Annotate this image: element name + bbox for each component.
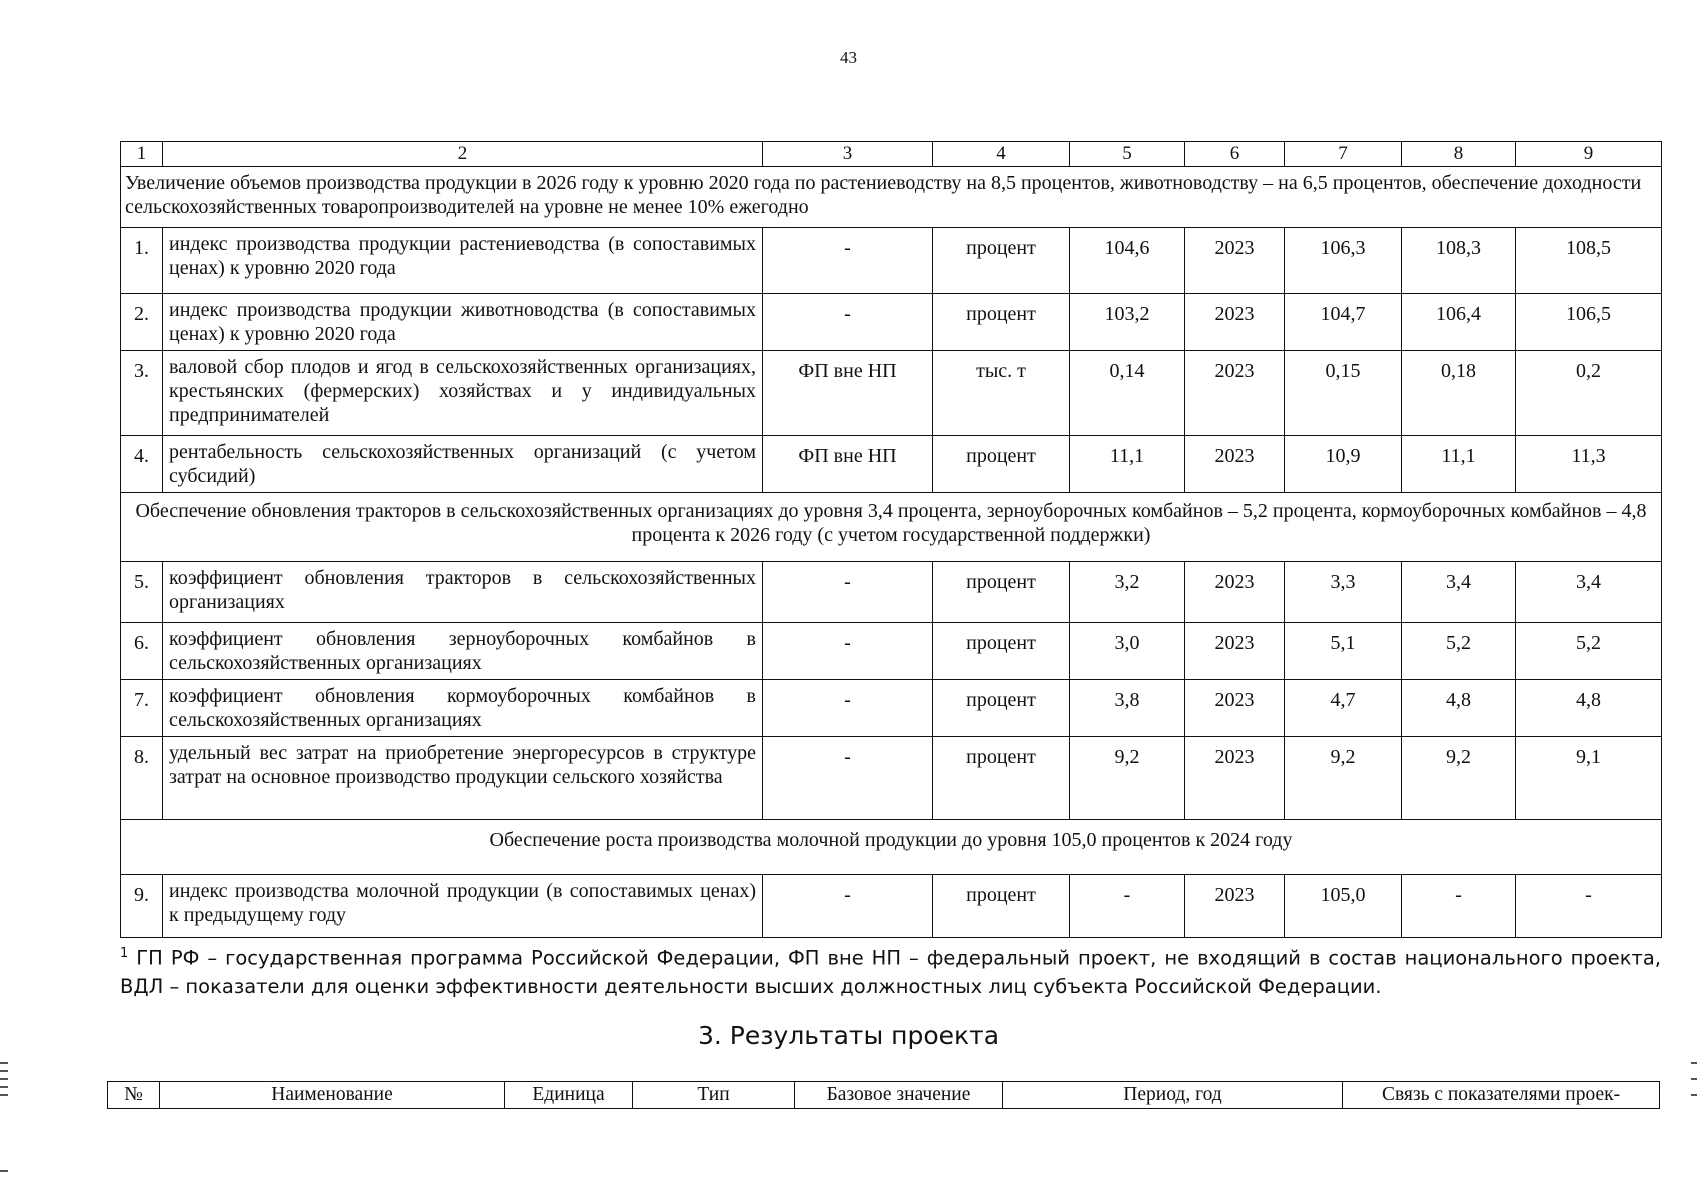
value-cell: 4,8 bbox=[1402, 680, 1516, 737]
value-cell: 3,4 bbox=[1402, 562, 1516, 623]
base-year-cell: 2023 bbox=[1185, 351, 1285, 436]
base-value-cell: 104,6 bbox=[1070, 228, 1185, 294]
value-cell: 5,2 bbox=[1516, 623, 1662, 680]
section-row bbox=[121, 820, 1662, 875]
value-cell: 5,1 bbox=[1285, 623, 1402, 680]
scan-mark bbox=[1691, 1062, 1697, 1064]
footnote-text: ГП РФ – государственная программа Российской Федерации, ФП вне НП – федеральный проект, не входящий в состав национального проекта, ВДЛ – показатели для оценки эффективности деятельности высших должностных лиц субъекта Российской Федерации. bbox=[120, 946, 1662, 998]
header-cell: 8 bbox=[1402, 142, 1516, 167]
header-cell: 6 bbox=[1185, 142, 1285, 167]
base-year-cell: 2023 bbox=[1185, 294, 1285, 351]
row-number: 4. bbox=[121, 436, 163, 493]
header-cell: 5 bbox=[1070, 142, 1185, 167]
section-title-2: Обеспечение обновления тракторов в сельскохозяйственных организациях до уровня 3,4 процента, зерноуборочных комбайнов – 5,2 процента, кормоуборочных комбайнов – 4,8 процента к 2026 году (с учетом государственной поддержки) bbox=[121, 493, 1662, 562]
value-cell: 9,2 bbox=[1402, 737, 1516, 820]
value-cell: 0,15 bbox=[1285, 351, 1402, 436]
base-year-cell: 2023 bbox=[1185, 680, 1285, 737]
footnote bbox=[120, 940, 1661, 1001]
unit-cell: процент bbox=[933, 737, 1070, 820]
scan-mark bbox=[0, 1078, 8, 1080]
base-value-cell: 0,14 bbox=[1070, 351, 1185, 436]
section-row bbox=[121, 493, 1662, 562]
scan-mark bbox=[0, 1062, 8, 1064]
indicator-name: индекс производства молочной продукции (в сопоставимых ценах) к предыдущему году bbox=[163, 875, 763, 938]
scan-mark bbox=[1691, 1094, 1697, 1096]
section-row bbox=[121, 167, 1662, 228]
level-cell: - bbox=[763, 680, 933, 737]
indicator-name: индекс производства продукции растениеводства (в сопоставимых ценах) к уровню 2020 года bbox=[163, 228, 763, 294]
base-year-cell: 2023 bbox=[1185, 875, 1285, 938]
header-cell: 9 bbox=[1516, 142, 1662, 167]
section-title-1: Увеличение объемов производства продукции в 2026 году к уровню 2020 года по растениеводству на 8,5 процентов, животноводству – на 6,5 процентов, обеспечение доходности сельскохозяйственных товаропроизводителей на уровне не менее 10% ежегодно bbox=[121, 167, 1662, 228]
level-cell: - bbox=[763, 875, 933, 938]
base-value-cell: - bbox=[1070, 875, 1185, 938]
header-cell: 4 bbox=[933, 142, 1070, 167]
base-year-cell: 2023 bbox=[1185, 737, 1285, 820]
unit-cell: процент bbox=[933, 294, 1070, 351]
base-year-cell: 2023 bbox=[1185, 436, 1285, 493]
value-cell: 106,4 bbox=[1402, 294, 1516, 351]
base-value-cell: 103,2 bbox=[1070, 294, 1185, 351]
results-header-row bbox=[108, 1082, 1660, 1109]
level-cell: - bbox=[763, 294, 933, 351]
unit-cell: процент bbox=[933, 562, 1070, 623]
base-year-cell: 2023 bbox=[1185, 623, 1285, 680]
scan-mark bbox=[0, 1086, 8, 1088]
row-number: 2. bbox=[121, 294, 163, 351]
row-number: 7. bbox=[121, 680, 163, 737]
table-row bbox=[121, 875, 1662, 938]
row-number: 9. bbox=[121, 875, 163, 938]
unit-cell: процент bbox=[933, 875, 1070, 938]
value-cell: 9,1 bbox=[1516, 737, 1662, 820]
level-cell: - bbox=[763, 737, 933, 820]
unit-cell: процент bbox=[933, 680, 1070, 737]
indicator-name: коэффициент обновления кормоуборочных комбайнов в сельскохозяйственных организациях bbox=[163, 680, 763, 737]
page-number: 43 bbox=[840, 48, 857, 67]
results-table bbox=[107, 1081, 1660, 1109]
base-year-cell: 2023 bbox=[1185, 228, 1285, 294]
section-title-3: Обеспечение роста производства молочной продукции до уровня 105,0 процентов к 2024 году bbox=[121, 820, 1662, 875]
level-cell: - bbox=[763, 562, 933, 623]
value-cell: 106,3 bbox=[1285, 228, 1402, 294]
base-value-cell: 3,0 bbox=[1070, 623, 1185, 680]
value-cell: 105,0 bbox=[1285, 875, 1402, 938]
value-cell: 5,2 bbox=[1402, 623, 1516, 680]
unit-cell: процент bbox=[933, 436, 1070, 493]
row-number: 1. bbox=[121, 228, 163, 294]
row-number: 8. bbox=[121, 737, 163, 820]
value-cell: 0,18 bbox=[1402, 351, 1516, 436]
indicators-table bbox=[120, 141, 1662, 938]
scan-mark bbox=[0, 1070, 8, 1072]
unit-cell: процент bbox=[933, 623, 1070, 680]
indicator-name: индекс производства продукции животноводства (в сопоставимых ценах) к уровню 2020 года bbox=[163, 294, 763, 351]
value-cell: 0,2 bbox=[1516, 351, 1662, 436]
results-header-cell: Период, год bbox=[1003, 1082, 1343, 1109]
results-header-cell: № bbox=[108, 1082, 160, 1109]
results-header-cell: Единица bbox=[505, 1082, 633, 1109]
base-value-cell: 9,2 bbox=[1070, 737, 1185, 820]
table-row bbox=[121, 562, 1662, 623]
scan-mark bbox=[1691, 1078, 1697, 1080]
level-cell: ФП вне НП bbox=[763, 436, 933, 493]
value-cell: 10,9 bbox=[1285, 436, 1402, 493]
section-heading: 3. Результаты проекта bbox=[697, 1021, 1000, 1050]
results-header-cell: Базовое значение bbox=[795, 1082, 1003, 1109]
level-cell: - bbox=[763, 623, 933, 680]
value-cell: 108,5 bbox=[1516, 228, 1662, 294]
table-row bbox=[121, 294, 1662, 351]
row-number: 5. bbox=[121, 562, 163, 623]
indicator-name: рентабельность сельскохозяйственных организаций (с учетом субсидий) bbox=[163, 436, 763, 493]
table-row bbox=[121, 623, 1662, 680]
scan-mark bbox=[0, 1170, 8, 1172]
header-cell: 7 bbox=[1285, 142, 1402, 167]
table-row bbox=[121, 436, 1662, 493]
value-cell: 11,1 bbox=[1402, 436, 1516, 493]
base-value-cell: 3,2 bbox=[1070, 562, 1185, 623]
value-cell: 4,8 bbox=[1516, 680, 1662, 737]
value-cell: 3,3 bbox=[1285, 562, 1402, 623]
indicator-name: коэффициент обновления тракторов в сельскохозяйственных организациях bbox=[163, 562, 763, 623]
indicator-name: удельный вес затрат на приобретение энергоресурсов в структуре затрат на основное производство продукции сельского хозяйства bbox=[163, 737, 763, 820]
base-value-cell: 3,8 bbox=[1070, 680, 1185, 737]
base-value-cell: 11,1 bbox=[1070, 436, 1185, 493]
value-cell: - bbox=[1402, 875, 1516, 938]
level-cell: - bbox=[763, 228, 933, 294]
value-cell: 3,4 bbox=[1516, 562, 1662, 623]
header-cell: 2 bbox=[163, 142, 763, 167]
value-cell: 106,5 bbox=[1516, 294, 1662, 351]
header-cell: 3 bbox=[763, 142, 933, 167]
table-row bbox=[121, 228, 1662, 294]
results-header-cell: Тип bbox=[633, 1082, 795, 1109]
table-row bbox=[121, 351, 1662, 436]
value-cell: 108,3 bbox=[1402, 228, 1516, 294]
value-cell: 11,3 bbox=[1516, 436, 1662, 493]
base-year-cell: 2023 bbox=[1185, 562, 1285, 623]
level-cell: ФП вне НП bbox=[763, 351, 933, 436]
row-number: 6. bbox=[121, 623, 163, 680]
table-row bbox=[121, 680, 1662, 737]
header-cell: 1 bbox=[121, 142, 163, 167]
value-cell: 4,7 bbox=[1285, 680, 1402, 737]
table-row bbox=[121, 737, 1662, 820]
unit-cell: процент bbox=[933, 228, 1070, 294]
results-header-cell: Связь с показателями проек- bbox=[1343, 1082, 1660, 1109]
value-cell: - bbox=[1516, 875, 1662, 938]
unit-cell: тыс. т bbox=[933, 351, 1070, 436]
indicator-name: валовой сбор плодов и ягод в сельскохозяйственных организациях, крестьянских (фермерских) хозяйствах и у индивидуальных предпринимателей bbox=[163, 351, 763, 436]
results-header-cell: Наименование bbox=[160, 1082, 505, 1109]
header-row bbox=[121, 142, 1662, 167]
value-cell: 104,7 bbox=[1285, 294, 1402, 351]
row-number: 3. bbox=[121, 351, 163, 436]
scan-mark bbox=[0, 1094, 8, 1096]
footnote-marker: 1 bbox=[120, 946, 129, 961]
indicator-name: коэффициент обновления зерноуборочных комбайнов в сельскохозяйственных организациях bbox=[163, 623, 763, 680]
value-cell: 9,2 bbox=[1285, 737, 1402, 820]
